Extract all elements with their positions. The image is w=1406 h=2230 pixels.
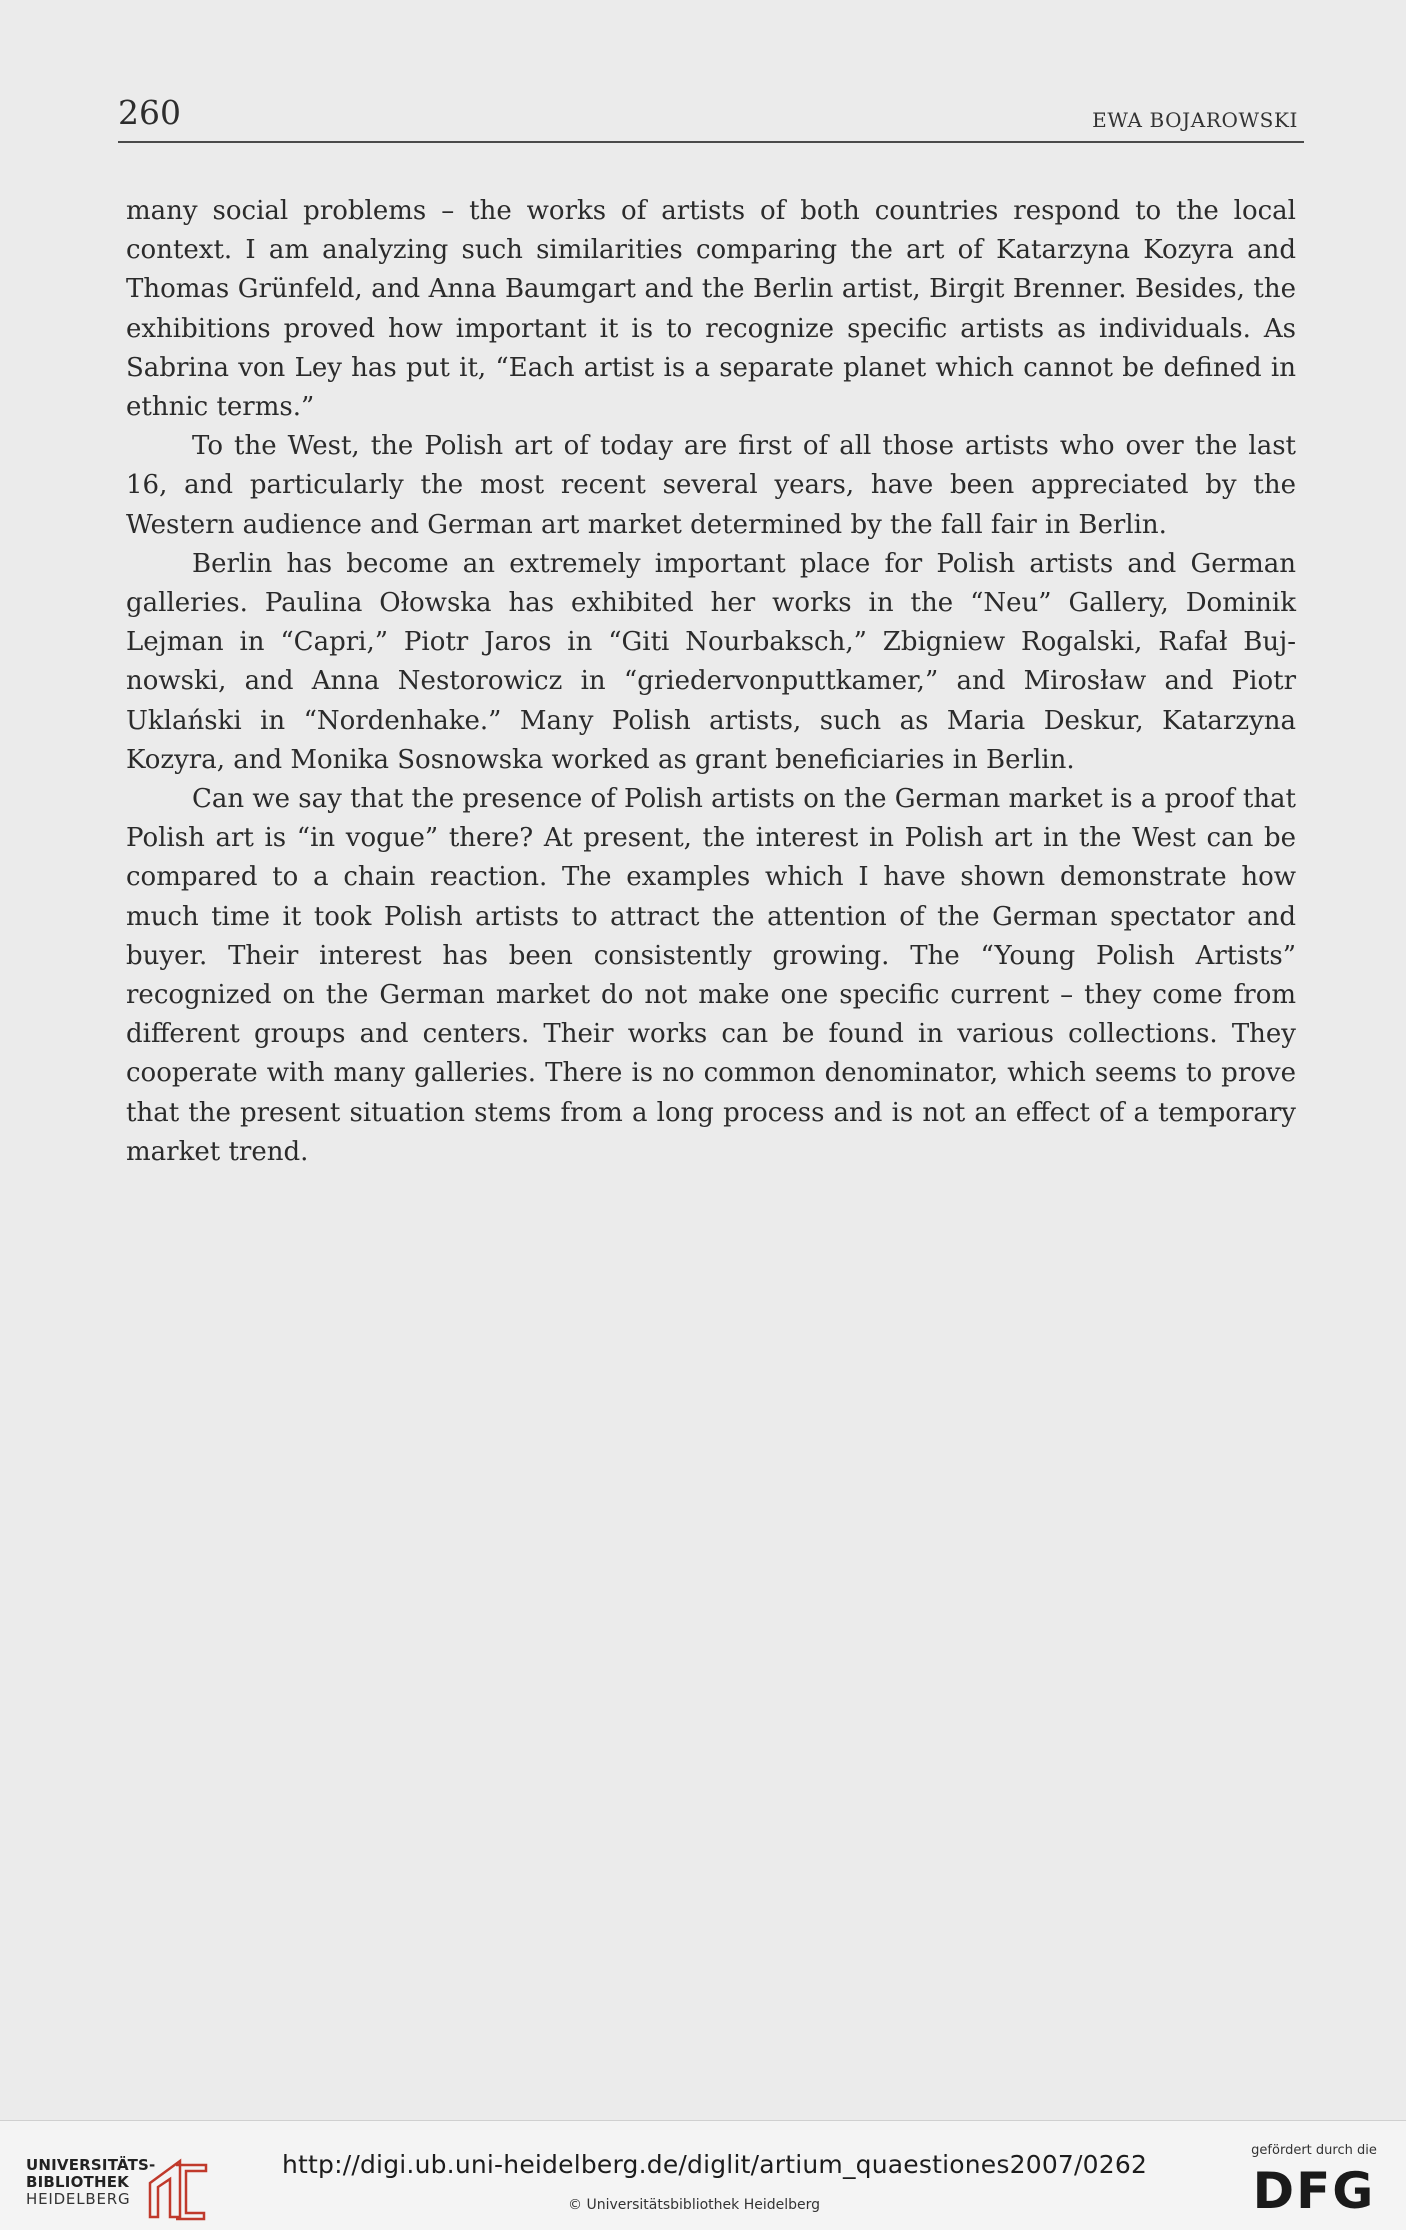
running-head	[118, 93, 1304, 143]
paragraph: To the West, the Polish art of today are first of all those artists who over the last 16, and particularly the most recent several years, have been appreciated by the Western audience and German art market determined by the fall fair in Berlin.	[126, 431, 1296, 540]
library-name	[26, 2157, 155, 2208]
funding-caption: gefördert durch die	[1251, 2143, 1377, 2158]
library-name-line3: HEIDELBERG	[26, 2190, 131, 2208]
permalink-url[interactable]: http://digi.ub.uni-heidelberg.de/diglit/artium_quaestiones2007/0262	[282, 2150, 1148, 2179]
paragraph: many social problems – the works of artists of both countries respond to the local context. I am analyzing such similarities comparing the art of Katarzyna Kozyra and Thomas Grünfeld, and Anna Baumgart and the Berlin artist, Birgit Brenner. Besides, the exhibitions proved how important it is to recognize specific artists as individuals. As Sabrina von Ley has put it, “Each artist is a separate planet which cannot be defined in ethnic terms.”	[126, 196, 1296, 423]
viewer-footer	[0, 2120, 1406, 2230]
dfg-funding-badge[interactable]	[1244, 2143, 1384, 2223]
library-name-line1: UNIVERSITÄTS-	[26, 2156, 156, 2174]
library-mark-icon	[146, 2157, 216, 2221]
copyright-notice: © Universitätsbibliothek Heidelberg	[568, 2197, 821, 2213]
university-library-logo[interactable]	[26, 2157, 216, 2217]
body-text	[126, 192, 1296, 1172]
paragraph: Can we say that the presence of Polish artists on the German market is a proof that Polish art is “in vogue” there? At present, the interest in Polish art in the West can be compared to a chain reaction. The examples which I have shown demonstrate how much time it took Polish artists to attract the attention of the German spectator and buyer. Their interest has been consistently growing. The “Young Polish Artists” recognized on the German market do not make one specific current – they come from different groups and centers. Their works can be found in various collections. They cooperate with many galleries. There is no common denominator, which seems to prove that the present situation stems from a long process and is not an effect of a temporary market trend.	[126, 784, 1297, 1167]
paragraph: Berlin has become an extremely important place for Polish artists and German galleries. Paulina Ołowska has exhibited her works in the “Neu” Gallery, Dominik Lejman in “Capri,” Piotr Jaros in “Giti Nourbaksch,” Zbigniew Rogalski, Rafał Buj-nowski, and Anna Nestorowicz in “griedervonputtkamer,” and Mirosław and Piotr Uklański in “Nordenhake.” Many Polish artists, such as Maria Deskur, Katarzyna Kozyra, and Monika Sosnowska worked as grant beneficiaries in Berlin.	[126, 548, 1296, 775]
dfg-logo: DFG	[1252, 2162, 1376, 2220]
library-name-line2: BIBLIOTHEK	[26, 2173, 129, 2191]
author-running-head: EWA BOJAROWSKI	[1092, 108, 1298, 132]
page-number: 260	[118, 93, 181, 132]
